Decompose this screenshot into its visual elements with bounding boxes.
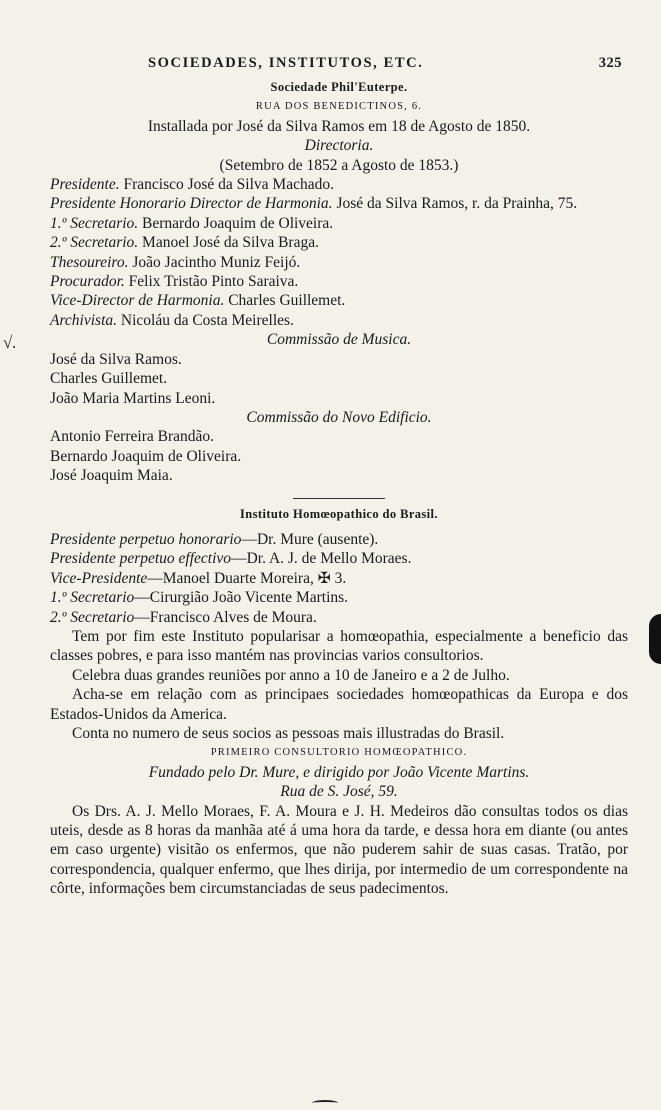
officer-name: Felix Tristão Pinto Saraiva.: [124, 273, 299, 291]
instituto-paragraph: Celebra duas grandes reuniões por anno a 10 de Janeiro e a 2 de Julho.: [72, 666, 510, 684]
instituto-officer-list: [50, 530, 628, 627]
officer-name: Manoel José da Silva Braga.: [138, 234, 319, 252]
instituto-paragraph: Acha-se em relação com as principaes sociedades homœopathicas da Europa e dos Estados-Unidos da America.: [50, 686, 628, 723]
consultorio-founded: Fundado pelo Dr. Mure, e dirigido por João Vicente Martins.: [148, 763, 530, 781]
page-edge-blot: [649, 614, 661, 664]
officer-role: 1.º Secretario.: [50, 214, 139, 232]
commissao-musica-member: Charles Guillemet.: [50, 370, 168, 388]
section-title-instituto: Instituto Homœopathico do Brasil.: [240, 506, 438, 521]
officer-entry: [50, 175, 628, 194]
officer-name: Charles Guillemet.: [224, 292, 346, 310]
officer-entry: [50, 588, 628, 607]
officer-role: Archivista.: [50, 311, 118, 329]
running-header: [50, 52, 628, 78]
officer-entry: [50, 194, 628, 213]
officer-role: Procurador.: [50, 273, 125, 291]
commissao-edificio-heading: Commissão do Novo Edificio.: [246, 408, 432, 426]
officer-name: —Dr. A. J. de Mello Moraes.: [231, 550, 412, 568]
commissao-edificio-member: Bernardo Joaquim de Oliveira.: [50, 447, 242, 465]
officer-entry: [50, 530, 628, 549]
directoria-heading: Directoria.: [304, 137, 374, 155]
term-dates: (Setembro de 1852 a Agosto de 1853.): [219, 156, 459, 174]
commissao-musica-member: João Maria Martins Leoni.: [50, 389, 216, 407]
section-title-consultorio: PRIMEIRO CONSULTORIO HOMŒOPATHICO.: [210, 747, 468, 759]
officer-name: —Francisco Alves de Moura.: [134, 608, 317, 626]
officer-role: Presidente perpetuo honorario: [50, 530, 242, 548]
officer-role: Thesoureiro.: [50, 253, 129, 271]
officer-entry: [50, 214, 628, 233]
officer-entry: [50, 253, 628, 272]
officer-entry: [50, 569, 628, 588]
officer-role: Vice-Director de Harmonia.: [50, 292, 225, 310]
commissao-edificio-member: Antonio Ferreira Brandão.: [50, 428, 214, 446]
officer-role: Vice-Presidente: [50, 569, 148, 587]
margin-annotation: √.: [3, 333, 17, 352]
officer-role: Presidente perpetuo effectivo: [50, 550, 232, 568]
officer-name: —Manoel Duarte Moreira, ✠ 3.: [147, 569, 347, 587]
commissao-musica-member: José da Silva Ramos.: [50, 350, 182, 368]
officer-name: Francisco José da Silva Machado.: [119, 176, 334, 194]
officer-name: José da Silva Ramos, r. da Prainha, 75.: [332, 195, 578, 213]
officer-role: 2.º Secretario: [50, 608, 135, 626]
officer-entry: [50, 272, 628, 291]
bottom-ornament: [312, 1100, 338, 1106]
officer-entry: [50, 608, 628, 627]
officer-role: 2.º Secretario.: [50, 234, 139, 252]
officer-entry: [50, 233, 628, 252]
officer-list: [50, 175, 628, 330]
officer-name: Nicoláu da Costa Meirelles.: [117, 311, 294, 329]
officer-name: —Dr. Mure (ausente).: [241, 530, 379, 548]
officer-role: Presidente.: [50, 176, 120, 194]
running-title: SOCIEDADES, INSTITUTOS, ETC.: [148, 55, 424, 71]
officer-role: 1.º Secretario: [50, 589, 135, 607]
officer-entry: [50, 311, 628, 330]
section-title-phileuterpe: Sociedade Phil'Euterpe.: [270, 80, 408, 94]
section-divider: [293, 498, 385, 499]
founding-statement: Installada por José da Silva Ramos em 18 de Agosto de 1850.: [147, 117, 531, 135]
instituto-paragraph: Tem por fim este Instituto popularisar a homœopathia, especialmente a beneficio das classes pobres, e para isso mantém nas provincias varios consultorios.: [50, 627, 628, 665]
consultorio-address: Rua de S. José, 59.: [280, 783, 398, 801]
page-number: 325: [598, 55, 622, 71]
consultorio-paragraph: Os Drs. A. J. Mello Moraes, F. A. Moura e J. H. Medeiros dão consultas todos os dias uteis, desde as 8 horas da manhãa até á uma hora da tarde, e dessa hora em diante (ou antes em caso urgente) visitão os enfermos, que não puderem sahir de suas casas. Tratão, por correspondencia, qualquer enfermo, que lhes dirija, por intermedio de um correspondente na côrte, informações bem circumstanciadas de seus padecimentos.: [50, 802, 628, 898]
officer-entry: [50, 291, 628, 310]
commissao-musica-heading: Commissão de Musica.: [266, 331, 412, 349]
instituto-paragraph: Conta no numero de seus socios as pessoas mais illustradas do Brasil.: [72, 725, 505, 742]
officer-name: —Cirurgião João Vicente Martins.: [134, 589, 349, 607]
book-page: [50, 52, 628, 899]
officer-entry: [50, 549, 628, 568]
section-address: RUA DOS BENEDICTINOS, 6.: [255, 101, 423, 113]
commissao-edificio-member: José Joaquim Maia.: [50, 467, 173, 485]
officer-name: Bernardo Joaquim de Oliveira.: [138, 214, 334, 232]
officer-name: João Jacintho Muniz Feijó.: [128, 253, 301, 271]
officer-role: Presidente Honorario Director de Harmonia.: [50, 195, 333, 213]
